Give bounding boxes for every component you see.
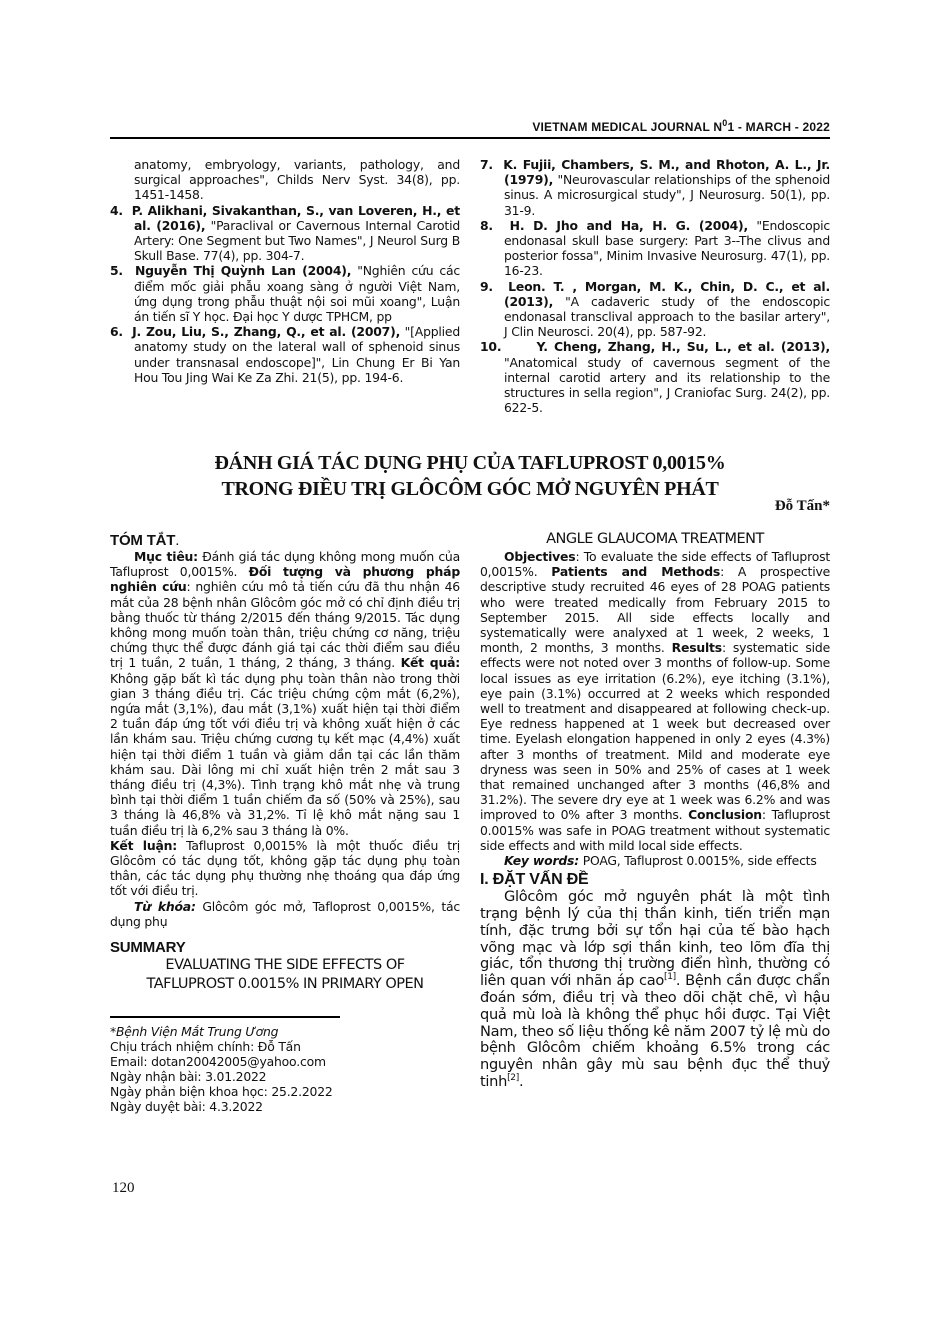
page-number: 120 [112,1180,135,1196]
reference-author: Nguyễn Thị Quỳnh Lan (2004), [134,263,352,279]
summary-keywords: Key words: POAG, Tafluprost 0.0015%, side effects [504,853,817,869]
reference-item: 8. H. D. Jho and Ha, H. G. (2004), "Endoscopic endonasal skull base surgery: Part 3--The clivus and posterior fossa", Minim Invasive Neurosurg. 47(1), pp. 16-23. [480,217,830,279]
summary-heading: SUMMARY [110,939,186,957]
references-right [480,157,830,415]
article-title: ĐÁNH GIÁ TÁC DỤNG PHỤ CỦA TAFLUPROST 0,0015% TRONG ĐIỀU TRỊ GLÔCÔM GÓC MỞ NGUYÊN PHÁT [214,452,726,500]
summary-body: Objectives: To evaluate the side effects of Tafluprost 0,0015%. Patients and Methods: A prospective descriptive study recruited 46 eyes of 28 POAG patients who were treated medically from February 2015 to September 2015. All side effects locally and systematically were analyxed at 1 week, 2 weeks, 1 month, 2 months, 3 months. Results: systematic side effects were not noted over 3 months of follow-up. Some local issues as eye irritation (6.2%), eye itching (3.1%), eye pain (3.1%) occurred at 2 weeks which responded well to treatment and disappeared at following check-up. Eye redness happened at 1 week but decreased over time. Eyelash elongation happened in only 2 eyes (4.3%) after 3 months of treatment. Mild and moderate eye dryness was seen in 50% and 25% of cases at 1 week that remained unchanged after 3 months (46,8% and 31.2%). The severe dry eye at 1 week was 6.2% and was improved to 0% after 3 months. Conclusion: Tafluprost 0.0015% was safe in POAG treatment without systematic side effects and with mild local side effects. [480,549,831,853]
footnote: *Bệnh Viện Mắt Trung Ương Chịu trách nhiệm chính: Đỗ Tấn Email: dotan20042005@yahoo.com Ngày nhận bài: 3.01.2022 Ngày phản biện khoa học: 25.2.2022 Ngày duyệt bài: 4.3.2022 [110,1024,333,1115]
abstract-heading: TÓM TẮT. [110,532,180,549]
references-left [110,157,460,385]
abstract-body: Mục tiêu: Đánh giá tác dụng không mong muốn của Tafluprost 0,0015%. Đối tượng và phương pháp nghiên cứu: nghiên cứu mô tả tiến cứu đã thu nhận 46 mắt của 28 bệnh nhân Glôcôm góc mở có chỉ định điều trị bằng thuốc từ tháng 2/2015 đến tháng 9/2015. Tác dụng không mong muốn toàn thân, triệu chứng cơ năng, triệu chứng thực thể được đánh giá tại các thời điểm sau điều trị 1 tuần, 2 tuần, 1 tháng, 2 tháng, 3 tháng. Kết quả: Không gặp bất kì tác dụng phụ toàn thân nào trong thời gian 3 tháng điều trị. Các triệu chứng cộm mắt (6,2%), ngứa mắt (3,1%), đau mắt (3,1%) xuất hiện tại thời điểm 2 tuần đáp ứng tốt với điều trị và không xuất hiện ở các lần khám sau. Triệu chứng cương tụ kết mạc (4,4%) xuất hiện tại thời điểm 1 tuần và giảm dần tại các lần thăm khám sau. Dài lông mi chỉ xuất hiện trên 2 mắt sau 3 tháng điều trị (4,3%). Tình trạng khô mắt nhẹ và trung bình tại thời điểm 1 tuần chiếm đa số (50% và 25%), sau 3 tháng là 46,8% và 31,2%. Tỉ lệ khô mắt nặng sau 1 tuần điều trị là 6,2% sau 3 tháng là 0%. [110,549,461,838]
abstract-english [480,530,830,1091]
abstract-conclusion: Kết luận: Tafluprost 0,0015% là một thuốc điều trị Glôcôm có tác dụng tốt, không gặp tác dụng phụ toàn thân, các tác dụng phụ thường nhẹ thoáng qua đáp ứng tốt với điều trị. [110,837,460,899]
reference-item: 10. Y. Cheng, Zhang, H., Su, L., et al. (2013), "Anatomical study of cavernous segment of the internal carotid artery and its relationship to the structures in sella region", J Craniofac Surg. 24(2), pp. 622-5. [480,339,830,416]
reference-author: H. D. Jho and Ha, H. G. (2004), [509,217,749,233]
reference-author: Leon. T. , Morgan, M. K., Chin, D. C., et al. (2013), [504,278,830,309]
summary-title-end: ANGLE GLAUCOMA TREATMENT [546,531,764,547]
running-header: VIETNAM MEDICAL JOURNAL $N^01$ - MARCH - 2022 [110,120,830,139]
reference-item: anatomy, embryology, variants, pathology, and surgical approaches", Childs Nerv Syst. 34(8), pp. 1451-1458. [134,157,460,203]
abstract-vietnamese [110,532,460,1114]
intro-heading: I. ĐẶT VẤN ĐỀ [480,871,589,889]
abstract-keywords: Từ khóa: Glôcôm góc mở, Tafloprost 0,0015%, tác dụng phụ [110,898,460,929]
reference-item: 5. Nguyễn Thị Quỳnh Lan (2004), "Nghiên cứu các điểm mốc giải phẫu xoang sàng ở người Việt Nam, ứng dụng trong phẫu thuật nội soi mũi xoang", Luận án tiến sĩ Y học. Đại học Y dược TPHCM, pp [110,263,460,325]
reference-author: K. Fujii, Chambers, S. M., and Rhoton, A. L., Jr. (1979), [503,157,830,188]
reference-item: 7. K. Fujii, Chambers, S. M., and Rhoton, A. L., Jr. (1979), "Neurovascular relationships of the sphenoid sinus. A microsurgical study", J Neurosurg. 50(1), pp. 31-9. [480,157,830,218]
reference-item: 9. Leon. T. , Morgan, M. K., Chin, D. C., et al. (2013), "A cadaveric study of the endoscopic endonasal transclival approach to the basilar artery", J Clin Neurosci. 20(4), pp. 587-92. [480,278,830,340]
reference-item: 4. P. Alikhani, Sivakanthan, S., van Loveren, H., et al. (2016), "Paraclival or Cavernous Internal Carotid Artery: One Segment but Two Names", J Neurol Surg B Skull Base. 77(4), pp. 304-7. [110,202,460,264]
reference-author: Y. Cheng, Zhang, H., Su, L., et al. (2013), [536,339,830,355]
reference-author: P. Alikhani, Sivakanthan, S., van Loveren, H., et al. (2016), [131,202,460,233]
summary-title: EVALUATING THE SIDE EFFECTS OF TAFLUPROST 0.0015% IN PRIMARY OPEN [146,957,424,993]
footnote-divider [110,1016,340,1018]
intro-body: Glôcôm góc mở nguyên phát là một tình trạng bệnh lý của thị thần kinh, tiến triển mạn tính, đặc trưng bởi sự tổn hại của tế bào hạch võng mạc và lớp sợi thần kinh, teo lõm đĩa thị giác, tổn thương thị trường điển hình, thường có liên quan với nhãn áp cao[1]. Bệnh cần được chẩn đoán sớm, điều trị và theo dõi chặt chẽ, vì hậu quả mù loà là không thể phục hồi được. Tại Việt Nam, theo số liệu thống kê năm 2007 tỷ lệ mù do bệnh Glôcôm chiếm khoảng 6.5% trong các nguyên nhân gây mù sau bệnh đục thể thuỷ tinh[2]. [480,888,830,1091]
article-author: Đỗ Tấn* [774,498,830,514]
reference-item: 6. J. Zou, Liu, S., Zhang, Q., et al. (2007), "[Applied anatomy study on the lateral wall of sphenoid sinus under transnasal endoscope]", Lin Chung Er Bi Yan Hou Tou Jing Wai Ke Za Zhi. 21(5), pp. 194-6. [110,324,460,385]
reference-author: J. Zou, Liu, S., Zhang, Q., et al. (2007), [132,324,401,340]
